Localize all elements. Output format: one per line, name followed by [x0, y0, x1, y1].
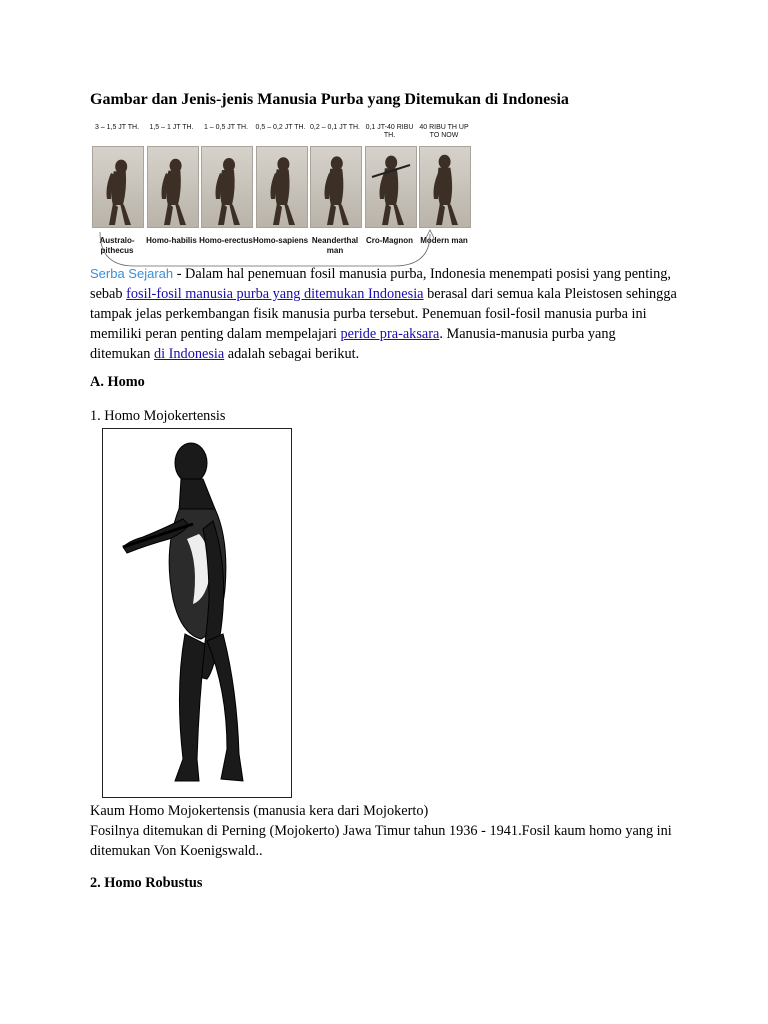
evolution-stage-figure [92, 146, 144, 228]
evolution-stage-name: Homo-sapiens [252, 236, 309, 245]
evolution-stage-name: Neanderthal man [311, 236, 359, 255]
intro-text-3: . Manusia-manusia purba yang ditemukan [90, 326, 616, 362]
evolution-figure [90, 120, 468, 270]
caption-line-2: Fosilnya ditemukan di Perning (Mojokerto) Jawa Timur tahun 1936 - 1941.Fosil kaum homo yang ini ditemukan Von Koenigswald.. [90, 823, 672, 859]
evolution-stage-figure [419, 146, 471, 228]
evolution-stage-name: Modern man [420, 236, 468, 245]
evolution-stage-era: 0,1 JT-40 RIBU TH. [365, 124, 414, 139]
homo-mojokertensis-image [102, 428, 292, 798]
evolution-stage-era: 3 – 1,5 JT TH. [94, 124, 140, 131]
evolution-stage-era: 1,5 – 1 JT TH. [149, 124, 194, 131]
evolution-stage-figure [310, 146, 362, 228]
section-heading-homo: A. Homo [90, 374, 145, 390]
evolution-stage-era: 40 RIBU TH UP TO NOW [419, 124, 469, 139]
evolution-stage-name: Australo-pithecus [99, 236, 135, 255]
evolution-stage-era: 0,5 – 0,2 JT TH. [255, 124, 306, 131]
evolution-stage-era: 0,2 – 0,1 JT TH. [310, 124, 360, 131]
item-homo-mojokertensis: 1. Homo Mojokertensis [90, 408, 226, 424]
evolution-stage-name: Cro-Magnon [365, 236, 414, 245]
evolution-stage-name: Homo-erectus [199, 236, 253, 245]
image-caption [90, 801, 680, 861]
caption-line-1: Kaum Homo Mojokertensis (manusia kera dari Mojokerto) [90, 803, 429, 819]
intro-text-4: adalah sebagai berikut. [224, 346, 360, 362]
intro-text-1: - Dalam hal penemuan fosil manusia purba, Indonesia menempati posisi yang penting, sebab [90, 266, 672, 302]
intro-text-2: berasal dari semua kala Pleistosen sehingga tampak jelas perkembangan fisik manusia purba tersebut. Penemuan fosil-fosil manusia purba ini memiliki peran penting dalam mempelajari [90, 286, 677, 342]
evolution-stage-figure [365, 146, 417, 228]
link-fosil-indonesia[interactable]: fosil-fosil manusia purba yang ditemukan Indonesia [126, 286, 424, 302]
evolution-stage-era: 1 – 0,5 JT TH. [203, 124, 249, 131]
section-heading-homo-robustus: 2. Homo Robustus [90, 875, 203, 891]
evolution-stage-figure [201, 146, 253, 228]
evolution-stage-figure [256, 146, 308, 228]
page-title: Gambar dan Jenis-jenis Manusia Purba yang Ditemukan di Indonesia [90, 91, 569, 108]
evolution-stage-name: Homo-habilis [146, 236, 197, 245]
brand-name: Serba Sejarah [90, 266, 174, 281]
evolution-stage-figure [147, 146, 199, 228]
link-di-indonesia[interactable]: di Indonesia [153, 346, 225, 362]
intro-paragraph [90, 264, 678, 364]
link-pra-aksara[interactable]: peride pra-aksara [340, 326, 440, 342]
